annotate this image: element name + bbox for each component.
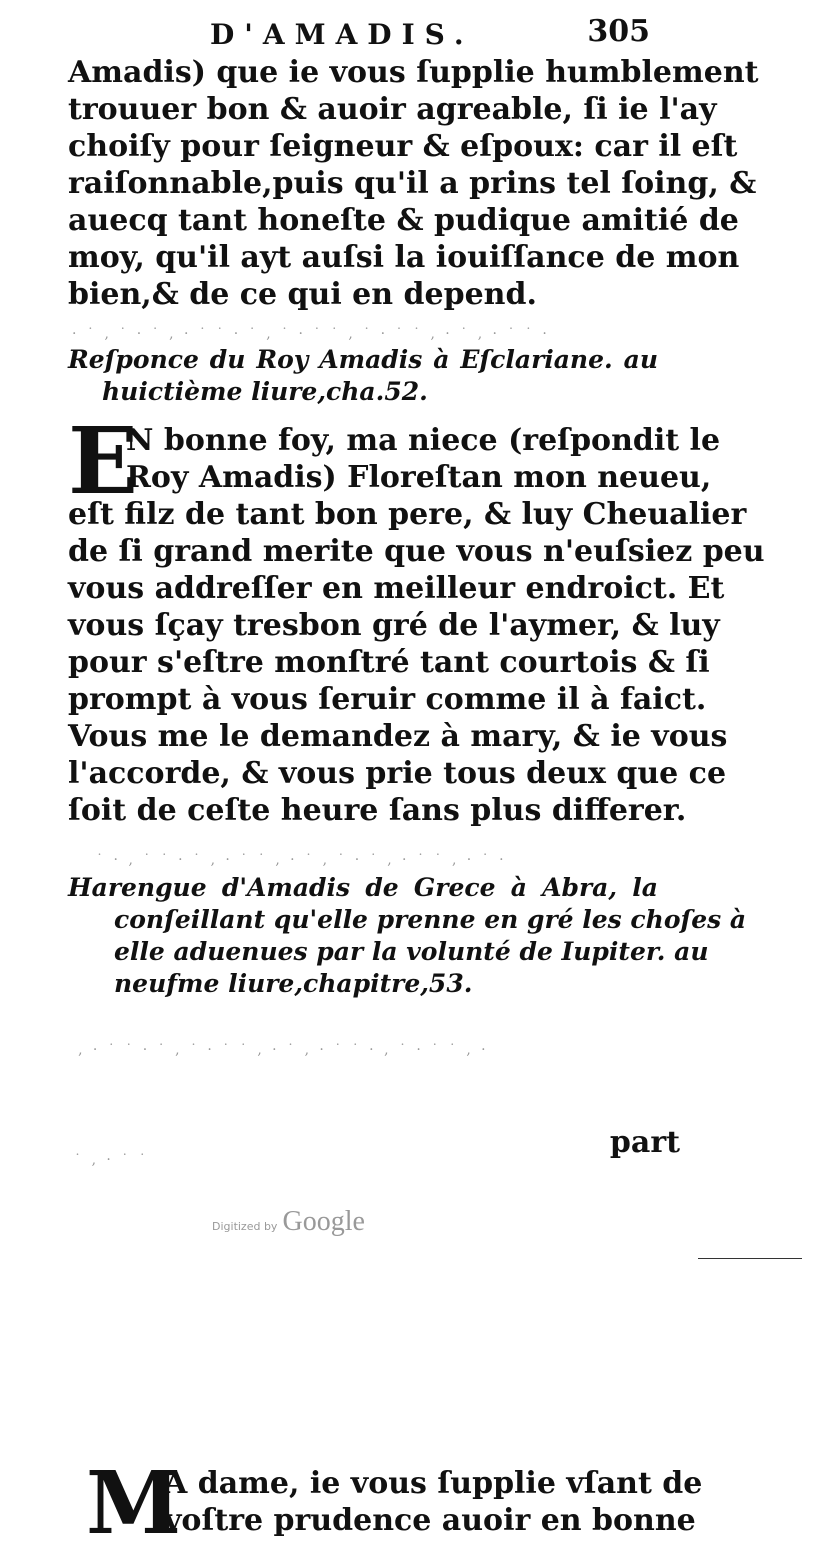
- print-noise: ˙ · ‚ ˙ ˙ · ˙ ‚ · ˙ ˙ ‚ · ˙ ‚ ˙ · ˙ ‚ · ˙ ˙ ‚ · ˙ ·: [96, 852, 507, 868]
- print-noise: · ˙ ‚ ˙ · ˙ ‚ · ˙ ˙ · ˙ ‚ ˙ · ˙ ˙ ‚ ˙ · ˙ ˙ ‚ · ˙ ‚ · ˙ ˙ ·: [72, 326, 550, 342]
- footer-rule: [698, 1258, 802, 1259]
- heading-responce: [68, 344, 658, 408]
- section-2-text: [68, 407, 765, 829]
- text-line: Roy Amadis) Floreſtan mon neueu,: [126, 460, 712, 495]
- text-line: ſoit de ceſte heure ſans plus differer.: [68, 793, 687, 828]
- text-line: choiſy pour ſeigneur & eſpoux: car il eſt: [68, 129, 738, 164]
- drop-cap-m: M: [86, 1453, 182, 1554]
- text-line: auecq tant honeſte & pudique amitié de: [68, 203, 739, 238]
- text-line: vous addreſſer en meilleur endroict. Et: [68, 571, 725, 606]
- print-noise: ˙ ‚ · ˙ ˙: [74, 1152, 149, 1168]
- page-header: [210, 14, 650, 54]
- text-line: raiſonnable,puis qu'il a prins tel ſoing, &: [68, 166, 757, 201]
- text-line: voſtre prudence auoir en bonne: [164, 1503, 696, 1538]
- section-1-text: [68, 54, 759, 313]
- text-line: l'accorde, & vous prie tous deux que ce: [68, 756, 727, 791]
- google-logo: Google: [282, 1206, 365, 1237]
- print-noise: ‚ · ˙ ˙ · ˙ ‚ ˙ · ˙ ˙ ‚ · ˙ ‚ · ˙ ˙ · ‚ ˙ · ˙ ˙ ‚ ·: [78, 1042, 489, 1058]
- heading-line: elle aduenues par la volunté de Iupiter. au: [114, 937, 709, 966]
- heading-line: neufme liure,chapitre,53.: [114, 969, 473, 998]
- text-line: trouuer bon & auoir agreable, ſi ie l'ay: [68, 92, 717, 127]
- heading-line: conſeillant qu'elle prenne en gré les choſes à: [114, 905, 747, 934]
- text-line: de ſi grand merite que vous n'euſsiez peu: [68, 534, 765, 569]
- heading-line: Reſponce du Roy Amadis à Eſclariane. au: [68, 345, 658, 374]
- drop-cap-e: E: [68, 407, 139, 515]
- catchword: part: [609, 1125, 680, 1160]
- text-line: Vous me le demandez à mary, & ie vous: [68, 719, 728, 754]
- text-line: vous ſçay tresbon gré de l'aymer, & luy: [68, 608, 720, 643]
- text-line: moy, qu'il ayt auſsi la iouiſſance de mon: [68, 240, 740, 275]
- heading-harengue: [68, 872, 747, 1000]
- text-line: A dame, ie vous ſupplie vſant de: [164, 1466, 703, 1501]
- text-line: pour s'eſtre monſtré tant courtois & ſi: [68, 645, 710, 680]
- text-line: bien,& de ce qui en depend.: [68, 277, 537, 312]
- running-head: D'AMADIS.: [210, 18, 474, 51]
- heading-line: huictième liure,cha.52.: [102, 377, 428, 406]
- heading-line: Harengue d'Amadis de Grece à Abra, la: [68, 873, 658, 902]
- text-line: N bonne foy, ma niece (reſpondit le: [126, 423, 721, 458]
- text-line: eſt filz de tant bon pere, & luy Cheualier: [68, 497, 747, 532]
- page-number: 305: [587, 14, 650, 49]
- section-3-text: [86, 1453, 703, 1554]
- digitized-by-watermark: [212, 1206, 365, 1238]
- text-line: prompt à vous ſeruir comme il à faict.: [68, 682, 707, 717]
- text-line: Amadis) que ie vous ſupplie humblement: [68, 55, 759, 90]
- digitized-by-label: Digitized by: [212, 1220, 278, 1233]
